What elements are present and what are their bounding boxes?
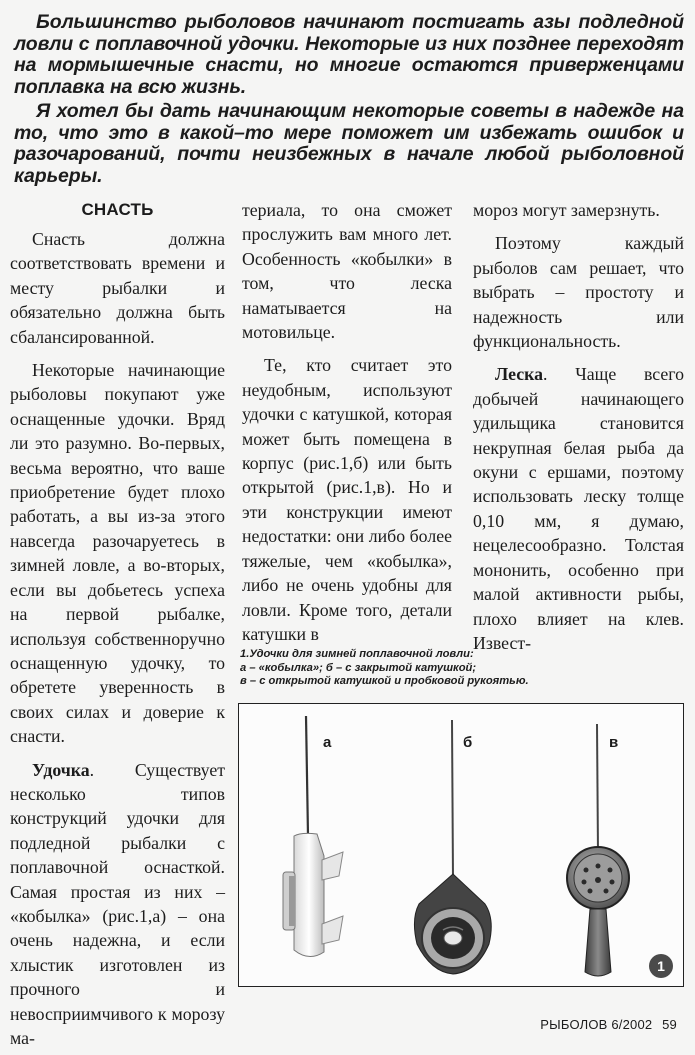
text-column-1 — [10, 199, 225, 1050]
term-rod: Удочка — [32, 759, 90, 780]
paragraph-choice: Поэтому каждый рыболов сам решает, что выбрать – простоту и надежность или функциональность. — [473, 233, 684, 352]
page-footer — [540, 1017, 677, 1032]
figure-label-a: а — [323, 734, 332, 751]
rod-open-reel-icon — [567, 724, 629, 976]
rod-kobylka-icon — [283, 716, 343, 957]
article-intro — [14, 12, 684, 187]
paragraph-reels: Те, кто считает это неудобным, используют удочки с катушкой, которая может быть помещена в корпус (рис.1,б) или быть открытой (рис.1,в). Но и эти конструкции имеют недостатки: они либо более тяжелые, чем «кобылка», либо не очень удобны для ловли. Кроме того, детали катушки в — [242, 355, 452, 644]
section-heading: СНАСТЬ — [81, 200, 154, 219]
text-column-3 — [473, 198, 684, 655]
magazine-issue: РЫБОЛОВ 6/2002 — [540, 1017, 653, 1032]
paragraph-reels-continued: мороз могут замерзнуть. — [473, 200, 660, 220]
figure-number-badge: 1 — [649, 954, 673, 978]
intro-paragraph-1: Большинство рыболовов начинают постигать азы подледной ловли с поплавочной удочки. Некоторые из них позднее переходят на мормышечные снасти, но многие остаются приверженцами поплавка на всю жизнь. — [14, 11, 684, 98]
caption-line-1: 1.Удочки для зимней поплавочной ловли: — [240, 648, 474, 660]
figure-fishing-rods — [238, 703, 684, 987]
paragraph-rod — [10, 758, 225, 1051]
page-number: 59 — [662, 1017, 677, 1032]
paragraph-line-text: . Чаще всего добычей начинающего удильщика становится некрупная белая рыба да окуни с ершами, поэтому использовать леску толще 0,10 мм, я думаю, нецелесообразно. Толстая мононить, особенно при малой активности рыбы, плохо влияет на клев. Извест- — [473, 364, 684, 653]
text-column-2 — [242, 198, 452, 646]
paragraph-line — [473, 362, 684, 655]
rod-closed-reel-icon — [414, 720, 491, 974]
figure-label-b: б — [463, 734, 473, 751]
paragraph-rod-continued: териала, то она сможет прослужить вам много лет. Особенность «кобылки» в том, что леска наматывается на мотовильце. — [242, 200, 452, 343]
caption-line-2: а – «кобылка»; б – с закрытой катушкой; — [240, 661, 477, 674]
intro-paragraph-2: Я хотел бы дать начинающим некоторые советы в надежде на то, что это в какой–то мере поможет им избежать ошибок и разочарований, почти неизбежных в начале любой рыболовной карьеры. — [14, 100, 684, 187]
paragraph-beginners: Некоторые начинающие рыболовы покупают уже оснащенные удочки. Вряд ли это разумно. Во-первых, весьма вероятно, что ваше приобретение будет плохо работать, а вы из-за этого навсегда разочаруетесь в зимней ловле, а во-вторых, если вы добьетесь успеха на первой рыбалке, используя собственноручно оснащенную удочку, то обретете уверенность в своих силах и доверие к снасти. — [10, 360, 225, 747]
paragraph-tackle: Снасть должна соответствовать времени и месту рыбалки и обязательно должна быть сбалансированной. — [10, 229, 225, 347]
caption-line-3: в – с открытой катушкой и пробковой рукоятью. — [240, 675, 529, 687]
figure-caption — [240, 648, 690, 689]
figure-label-v: в — [609, 734, 619, 751]
term-line: Леска — [495, 364, 543, 385]
paragraph-rod-text: . Существует несколько типов конструкций удочки для подледной рыбалки с поплавочной оснасткой. Самая простая из них – «кобылка» (рис.1,а) – она очень надежна, и если хлыстик изготовлен из прочного и невосприимчивого к морозу ма- — [10, 759, 225, 1048]
